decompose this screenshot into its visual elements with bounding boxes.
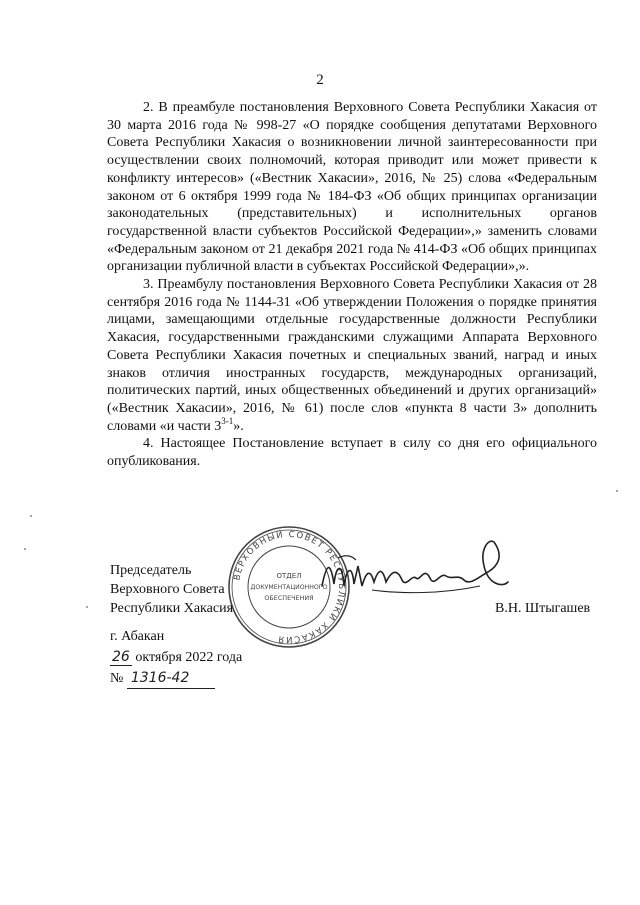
- signer-name: В.Н. Штыгашев: [495, 601, 591, 616]
- document-body: [107, 99, 597, 471]
- number-label: №: [110, 671, 124, 686]
- scan-speck: [86, 606, 88, 608]
- number-value: 1316-42: [127, 668, 215, 689]
- date-rest: октября 2022 года: [131, 650, 243, 665]
- paragraph-3-superscript: 3-1: [221, 415, 234, 426]
- page-number: 2: [316, 72, 324, 88]
- paragraph-2: 2. В преамбуле постановления Верховного Совета Республики Хакасия от 30 марта 2016 года № 998-27 «О порядке сообщения депутатами Верховного Совета Республики Хакасия о возникновении личной заинтересованности при осуществлении своих полномочий, которая приводит или может привести к конфликту интересов» («Вестник Хакасии», 2016, № 25) слова «Федеральным законом от 6 октября 1999 года № 184-ФЗ «Об общих принципах организации законодательных (представительных) и исполнительных органов государственной власти субъектов Российской Федерации»,» заменить словами «Федеральным законом от 21 декабря 2021 года № 414-ФЗ «Об общих принципах организации публичной власти в субъектах Российской Федерации»,».: [107, 100, 597, 275]
- seal-center-line-1: ОТДЕЛ: [276, 572, 302, 580]
- seal-center-line-3: ОБЕСПЕЧЕНИЯ: [264, 594, 314, 602]
- date-line: [110, 647, 242, 668]
- paragraph-4: 4. Настоящее Постановление вступает в силу со дня его официального опубликования.: [107, 436, 597, 470]
- place-date-number: [110, 627, 242, 689]
- handwritten-signature: [312, 536, 512, 606]
- paragraph-3-text: 3. Преамбулу постановления Верховного Совета Республики Хакасия от 28 сентября 2016 года № 1144-31 «Об утверждении Положения о порядке принятия лицами, замещающими отдельные государственные должности Республики Хакасия, государственными гражданскими служащими Аппарата Верховного Совета Республики Хакасия почетных и специальных званий, наград и иных знаков отличия иностранных государств, международных организаций, политических партий, иных общественных объединений и других организаций» («Вестник Хакасии», 2016, № 61) после слов «пункта 8 части 3» дополнить словами «и части 3: [107, 277, 597, 434]
- date-day: 26: [112, 649, 130, 665]
- scan-speck: [616, 490, 618, 492]
- seal-outer-text: ВЕРХОВНЫЙ СОВЕТ РЕСПУБЛИКИ ХАКАСИЯ: [232, 529, 347, 645]
- number-line: [110, 668, 242, 689]
- scan-speck: [30, 515, 32, 517]
- paragraph-3-tail: ».: [233, 418, 244, 434]
- scan-speck: [24, 548, 26, 550]
- signatory-title-line-1: Председатель: [110, 563, 192, 578]
- signatory-title-line-3: Республики Хакасия: [110, 601, 234, 616]
- paragraph-3: [107, 276, 597, 435]
- seal-center-line-2: ДОКУМЕНТАЦИОННОГО: [250, 584, 328, 591]
- signature-block: [110, 561, 233, 618]
- place: г. Абакан: [110, 629, 165, 644]
- signatory-title-line-2: Верховного Совета: [110, 582, 225, 597]
